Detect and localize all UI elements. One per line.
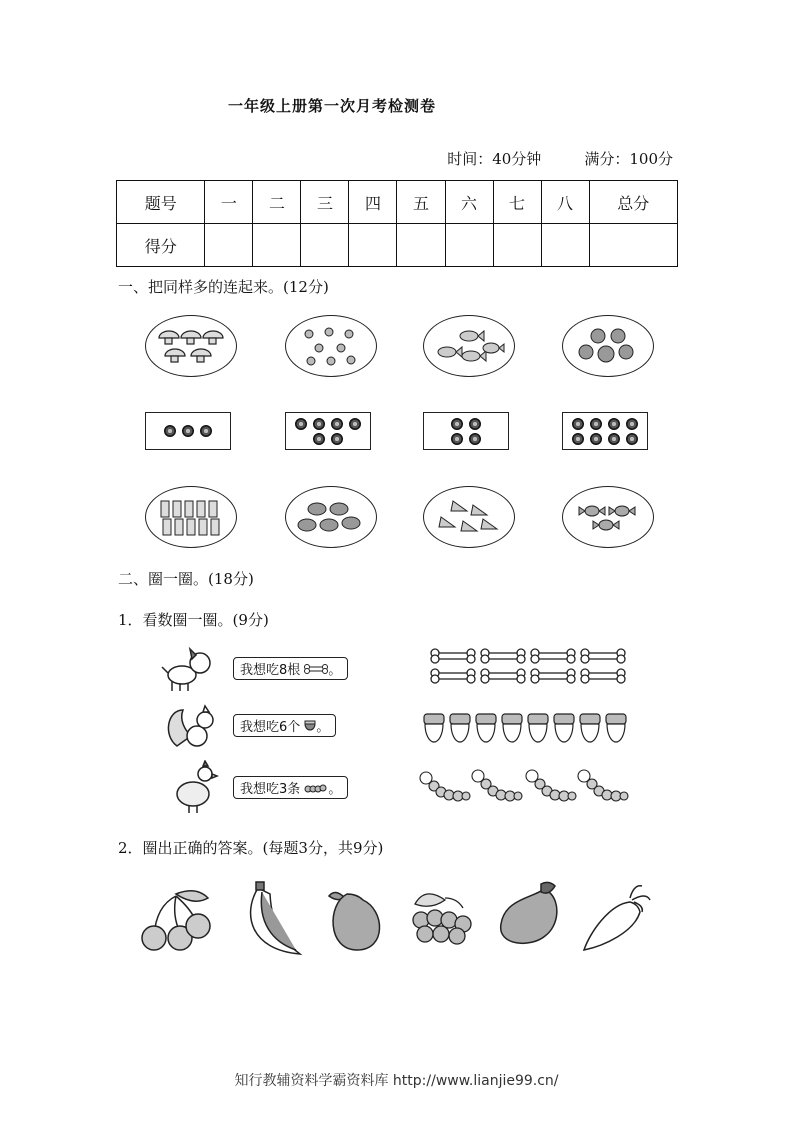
exam-full-score: 满分：100分 xyxy=(584,150,673,168)
speech-text: 我想吃3条 xyxy=(240,782,301,797)
score-cell[interactable] xyxy=(589,224,677,267)
apple-plate[interactable] xyxy=(562,315,654,377)
dot xyxy=(608,418,620,430)
speech-bubble-squirrel xyxy=(233,714,336,737)
bone-icon xyxy=(581,649,625,663)
score-table-score-row xyxy=(117,224,678,267)
score-cell[interactable] xyxy=(301,224,349,267)
speech-bubble-hen xyxy=(233,776,348,799)
hen-icon xyxy=(165,760,225,815)
dot xyxy=(590,418,602,430)
score-header-cell: 二 xyxy=(253,181,301,224)
exam-meta xyxy=(447,148,673,169)
score-header-cell: 题号 xyxy=(117,181,205,224)
apple-icon xyxy=(568,324,648,368)
bone-icon xyxy=(481,649,525,663)
dot xyxy=(200,425,212,437)
dot xyxy=(572,418,584,430)
mushroom-plate[interactable] xyxy=(145,315,237,377)
candy-icon xyxy=(568,497,648,537)
bottle-icon xyxy=(151,495,231,539)
dot xyxy=(469,433,481,445)
score-header-cell: 三 xyxy=(301,181,349,224)
cake-plate[interactable] xyxy=(423,486,515,548)
dot xyxy=(295,418,307,430)
score-table-header-row xyxy=(117,181,678,224)
dot-box-8[interactable] xyxy=(562,412,648,450)
bone-group[interactable] xyxy=(430,648,630,688)
dot xyxy=(313,418,325,430)
dot xyxy=(164,425,176,437)
bottle-plate[interactable] xyxy=(145,486,237,548)
acorn-icon xyxy=(528,714,548,742)
dot xyxy=(626,418,638,430)
dot xyxy=(182,425,194,437)
bread-plate[interactable] xyxy=(285,486,377,548)
cherry-icon[interactable] xyxy=(140,884,215,954)
pear-icon[interactable] xyxy=(325,884,385,954)
mushroom-icon xyxy=(151,326,231,366)
dot xyxy=(313,433,325,445)
bone-icon xyxy=(431,669,475,683)
acorn-icon xyxy=(580,714,600,742)
dot xyxy=(572,433,584,445)
worm-icon xyxy=(304,783,328,793)
worm-icon xyxy=(472,770,522,801)
speech-end: 。 xyxy=(328,663,342,678)
score-header-cell: 总分 xyxy=(589,181,677,224)
radish-icon[interactable] xyxy=(578,884,658,954)
fish-icon xyxy=(429,326,509,366)
bone-icon xyxy=(531,649,575,663)
acorn-icon xyxy=(554,714,574,742)
dot xyxy=(451,433,463,445)
score-header-cell: 一 xyxy=(205,181,253,224)
section2-heading: 二、圈一圈。(18分) xyxy=(118,570,254,588)
acorn-icon xyxy=(476,714,496,742)
bone-icon xyxy=(304,664,328,674)
score-row-label: 得分 xyxy=(117,224,205,267)
squirrel-icon xyxy=(163,702,223,752)
acorn-icon xyxy=(502,714,522,742)
section2-q2-heading: 2．圈出正确的答案。(每题3分，共9分) xyxy=(118,839,384,857)
score-header-cell: 八 xyxy=(541,181,589,224)
speech-end: 。 xyxy=(316,720,330,735)
dot xyxy=(626,433,638,445)
score-cell[interactable] xyxy=(445,224,493,267)
score-header-cell: 七 xyxy=(493,181,541,224)
bone-icon xyxy=(481,669,525,683)
score-table xyxy=(116,180,678,267)
cake-icon xyxy=(429,497,509,537)
worm-group[interactable] xyxy=(418,768,633,810)
dot-box-6[interactable] xyxy=(285,412,371,450)
dot xyxy=(469,418,481,430)
speech-text: 我想吃6个 xyxy=(240,720,301,735)
banana-icon[interactable] xyxy=(240,880,305,960)
dot xyxy=(331,433,343,445)
worm-icon xyxy=(420,772,470,801)
flower-plate[interactable] xyxy=(285,315,377,377)
dot-box-3[interactable] xyxy=(145,412,231,450)
candy-plate[interactable] xyxy=(562,486,654,548)
score-cell[interactable] xyxy=(205,224,253,267)
footer-watermark: 知行教辅资料学霸资料库 http://www.lianjie99.cn/ xyxy=(234,1073,559,1089)
bone-icon xyxy=(531,669,575,683)
section2-q1-heading: 1．看数圈一圈。(9分) xyxy=(118,611,269,629)
section1-heading: 一、把同样多的连起来。(12分) xyxy=(118,278,329,296)
dog-icon xyxy=(160,645,220,695)
worm-icon xyxy=(526,770,576,801)
dot xyxy=(451,418,463,430)
grape-icon[interactable] xyxy=(405,884,475,954)
score-header-cell: 四 xyxy=(349,181,397,224)
speech-end: 。 xyxy=(328,782,342,797)
eggplant-icon[interactable] xyxy=(495,880,565,950)
acorn-icon xyxy=(606,714,626,742)
bone-icon xyxy=(581,669,625,683)
speech-text: 我想吃8根 xyxy=(240,663,301,678)
flower-icon xyxy=(291,324,371,368)
acorn-group[interactable] xyxy=(422,710,632,746)
score-header-cell: 五 xyxy=(397,181,445,224)
acorn-icon xyxy=(450,714,470,742)
score-cell[interactable] xyxy=(541,224,589,267)
fish-plate[interactable] xyxy=(423,315,515,377)
speech-bubble-dog xyxy=(233,657,348,680)
dot-box-4[interactable] xyxy=(423,412,509,450)
score-cell[interactable] xyxy=(349,224,397,267)
bread-icon xyxy=(291,497,371,537)
dot xyxy=(349,418,361,430)
score-cell[interactable] xyxy=(253,224,301,267)
dot xyxy=(590,433,602,445)
score-cell[interactable] xyxy=(397,224,445,267)
exam-time: 时间：40分钟 xyxy=(447,150,542,168)
score-cell[interactable] xyxy=(493,224,541,267)
acorn-icon xyxy=(304,719,316,731)
dot xyxy=(331,418,343,430)
bone-icon xyxy=(431,649,475,663)
dot xyxy=(608,433,620,445)
worm-icon xyxy=(578,770,628,801)
page-title: 一年级上册第一次月考检测卷 xyxy=(228,97,437,115)
acorn-icon xyxy=(424,714,444,742)
score-header-cell: 六 xyxy=(445,181,493,224)
